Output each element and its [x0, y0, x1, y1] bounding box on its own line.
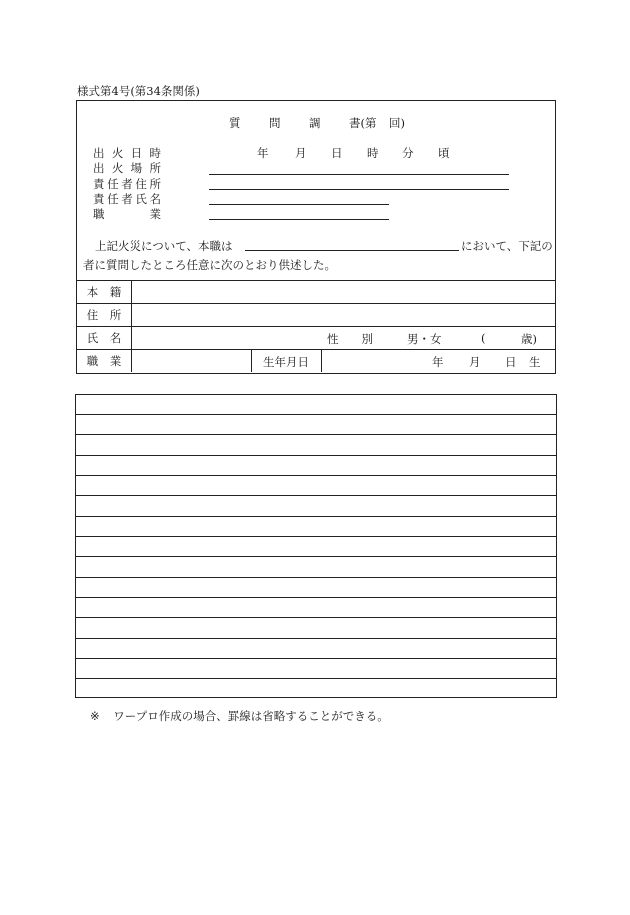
responsible-address-line[interactable]	[209, 189, 509, 190]
title-char-4: 書(第	[349, 116, 377, 130]
age-close: 歳)	[521, 332, 537, 346]
table-row-occupation	[77, 349, 555, 372]
table-occupation-label: 職 業	[77, 350, 132, 372]
cell-divider	[251, 350, 252, 372]
title-char-1: 質	[229, 116, 241, 130]
birth-suffix: 生	[529, 355, 541, 369]
statement-part1: 上記火災について、本職は	[95, 239, 233, 253]
approx-unit: 頃	[438, 146, 450, 160]
fire-datetime-label: 出 火 日 時	[93, 146, 161, 160]
minute-unit: 分	[402, 146, 414, 160]
title-char-5: 回)	[389, 116, 405, 130]
statement-line2: 者に質問したところ任意に次のとおり供述した。	[83, 258, 336, 272]
responsible-name-line[interactable]	[209, 204, 389, 205]
birth-day-unit: 日	[505, 355, 517, 369]
ruled-line	[76, 536, 556, 537]
statement-part2: において、下記の	[461, 239, 553, 253]
honseki-label: 本 籍	[77, 281, 132, 303]
inquiry-header-box	[76, 100, 556, 374]
birth-year-unit: 年	[432, 355, 444, 369]
form-number: 様式第4号(第34条関係)	[77, 84, 200, 98]
ruled-line	[76, 495, 556, 496]
ruled-line	[76, 455, 556, 456]
birth-month-unit: 月	[469, 355, 481, 369]
ruled-line	[76, 658, 556, 659]
fire-place-line[interactable]	[209, 174, 509, 175]
name-label: 氏 名	[77, 327, 132, 349]
statement-place-line[interactable]	[245, 250, 459, 251]
responsible-name-label: 責 任 者 氏 名	[93, 192, 161, 206]
ruled-line	[76, 556, 556, 557]
ruled-line	[76, 638, 556, 639]
sex-label: 性 別	[327, 332, 373, 346]
ruled-line	[76, 678, 556, 679]
age-open: (	[481, 331, 486, 345]
ruled-line	[76, 434, 556, 435]
table-row-honseki	[77, 280, 555, 303]
occupation-label: 職 業	[93, 207, 161, 221]
sex-options[interactable]: 男・女	[407, 332, 442, 346]
ruled-line	[76, 617, 556, 618]
statement-lines-box[interactable]	[75, 394, 557, 698]
ruled-line	[76, 597, 556, 598]
footnote	[90, 709, 389, 723]
address-label: 住 所	[77, 304, 132, 326]
day-unit: 日	[331, 146, 343, 160]
footnote-text: ワープロ作成の場合、罫線は省略することができる。	[113, 709, 389, 723]
occupation-line[interactable]	[209, 219, 389, 220]
title-char-3: 調	[309, 116, 321, 130]
ruled-line	[76, 414, 556, 415]
hour-unit: 時	[367, 146, 379, 160]
year-unit: 年	[257, 146, 269, 160]
month-unit: 月	[295, 146, 307, 160]
cell-divider	[321, 350, 322, 372]
statement-paragraph	[83, 237, 553, 275]
fire-place-label: 出 火 場 所	[93, 161, 161, 175]
ruled-line	[76, 577, 556, 578]
ruled-line	[76, 516, 556, 517]
personal-info-table	[77, 280, 555, 372]
footnote-mark: ※	[90, 709, 100, 723]
table-row-address	[77, 303, 555, 326]
table-row-name	[77, 326, 555, 349]
responsible-address-label: 責 任 者 住 所	[93, 177, 161, 191]
ruled-line	[76, 475, 556, 476]
birthdate-label: 生年月日	[263, 355, 309, 369]
title-char-2: 問	[269, 116, 281, 130]
